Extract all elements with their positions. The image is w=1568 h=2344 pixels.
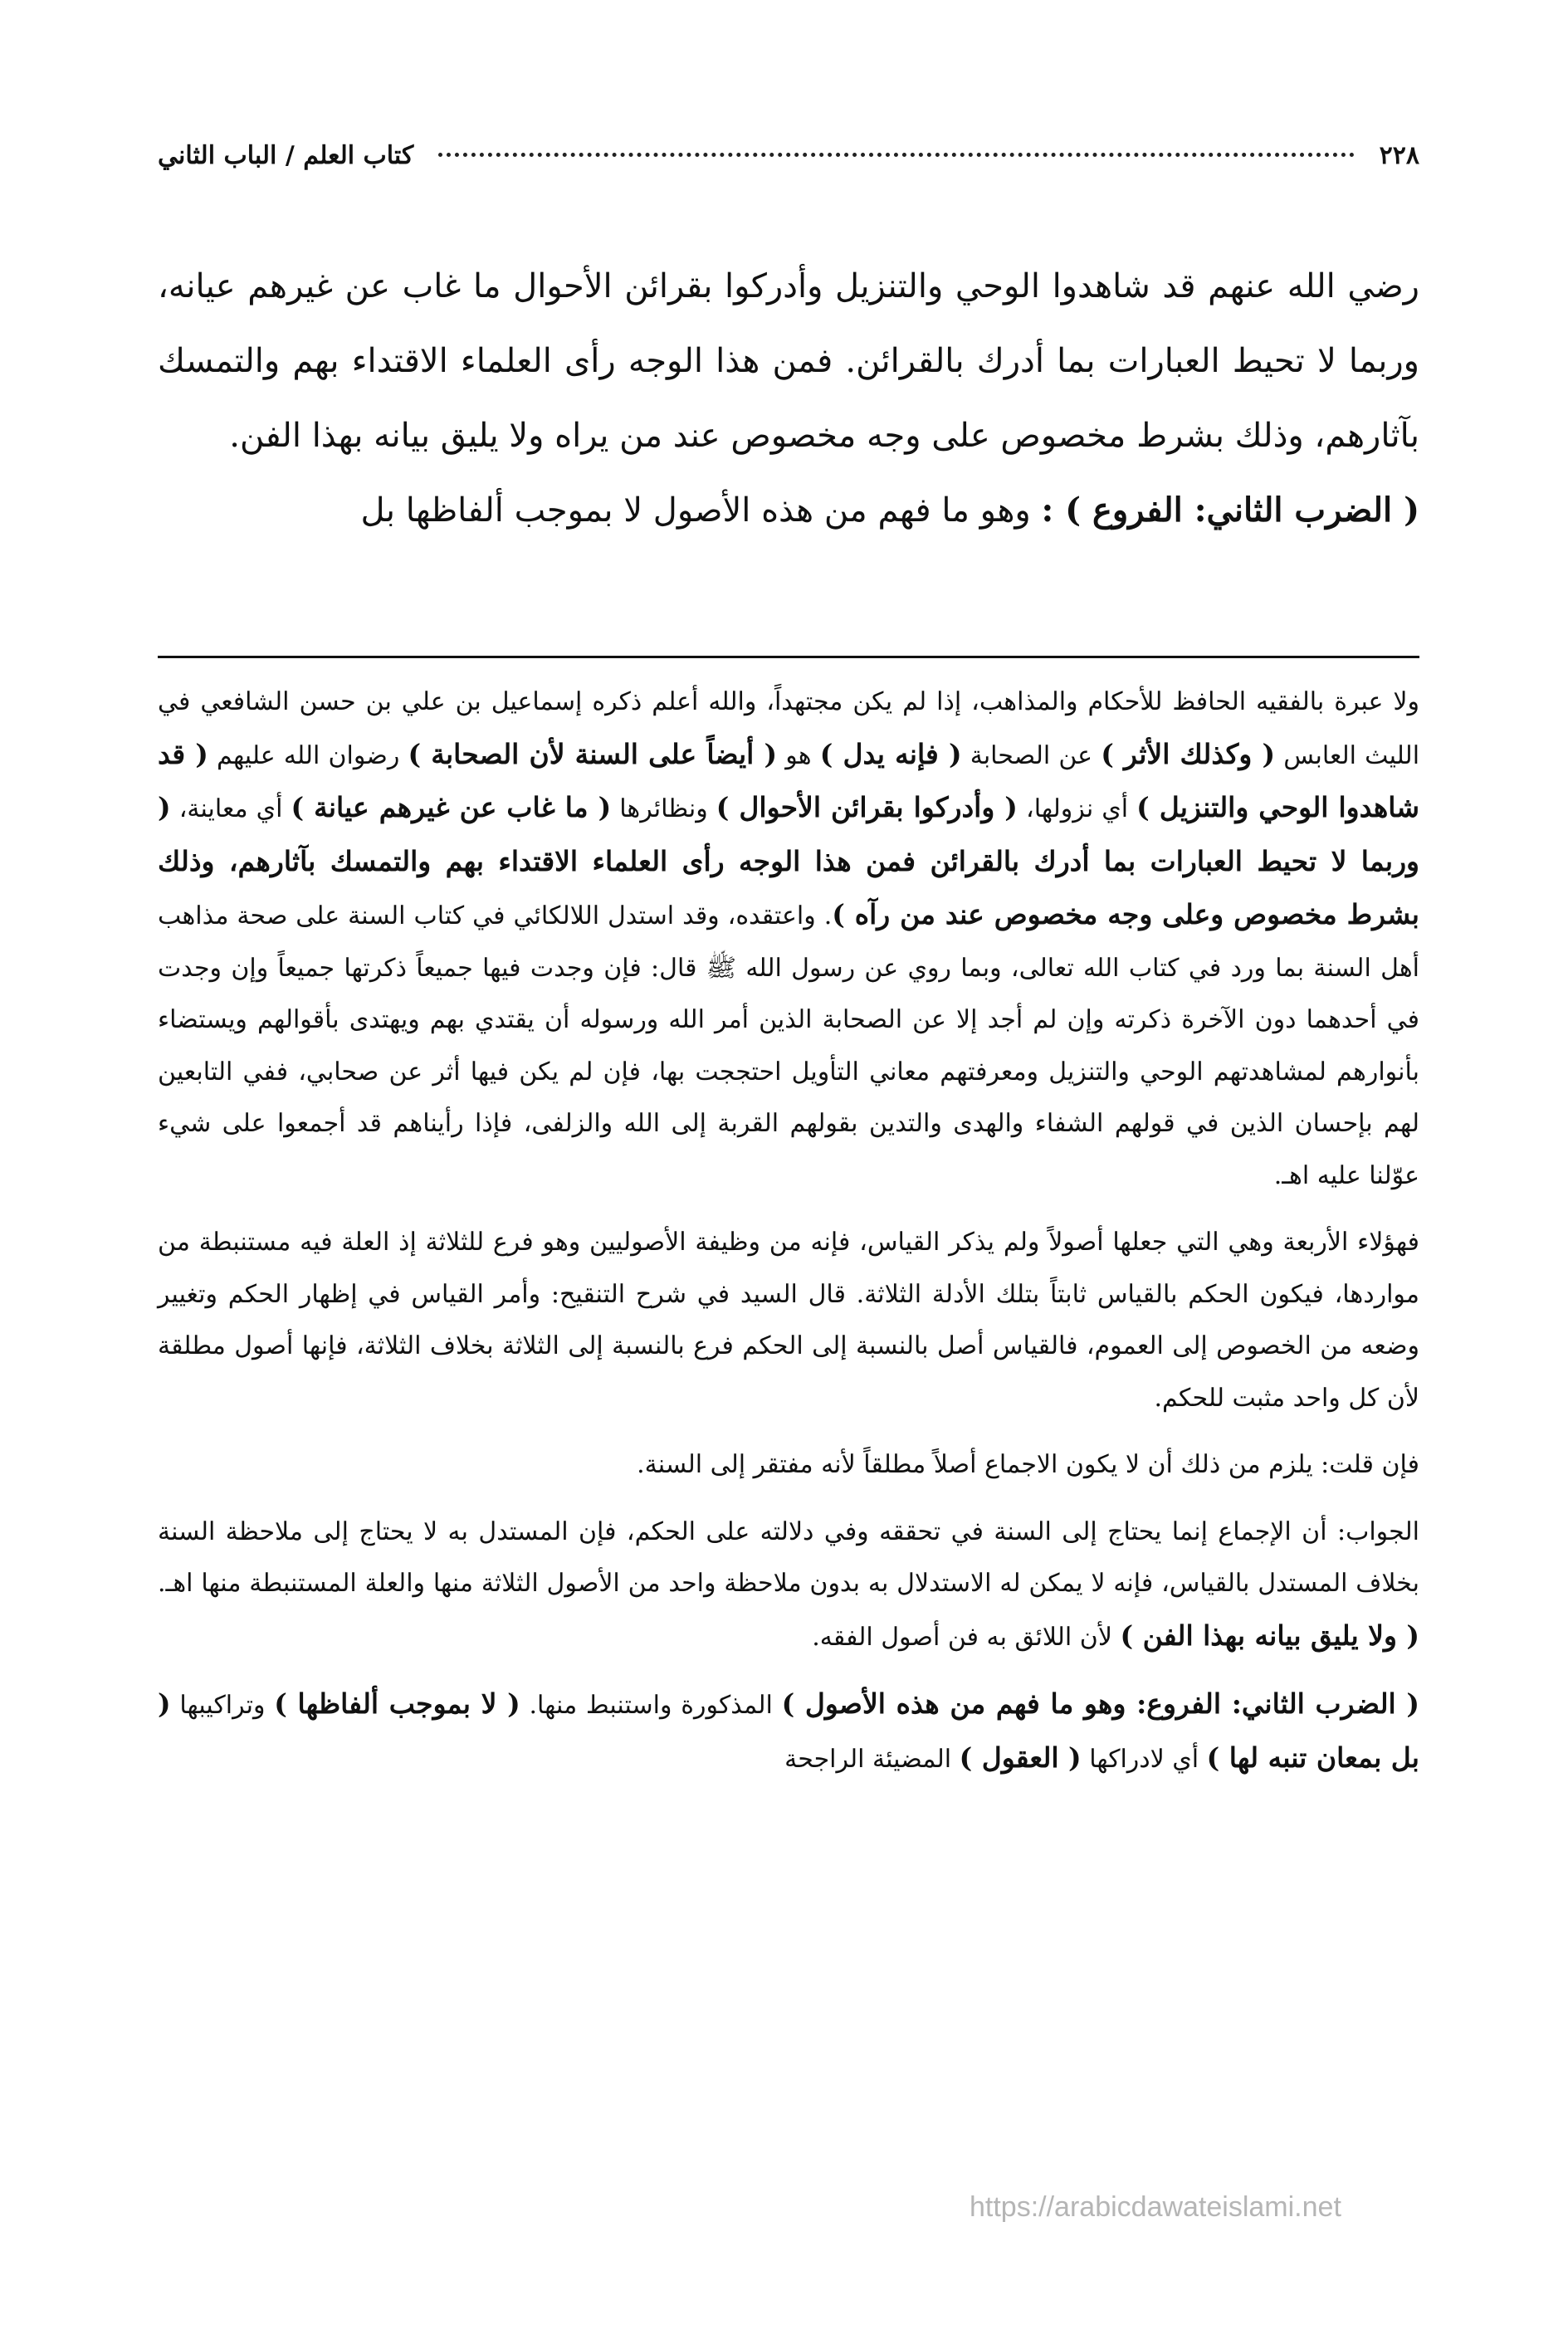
- commentary-paragraph: [158, 676, 1419, 1202]
- commentary-text: . واعتقده، وقد استدل اللالكائي في كتاب السنة على صحة مذاهب أهل السنة بما ورد في كتاب الله تعالى، وبما روي عن رسول الله ﷺ قال: فإن وجدت فيها جميعاً ذكرتها جميعاً وإن وجدت في أحدهما دون الآخرة ذكرته وإن لم أجد إلا عن الصحابة الذين أمر الله ورسوله أن يقتدي بهم ويهتدى بأقوالهم ويستضاء بأنوارهم لمشاهدتهم الوحي والتنزيل ومعرفتهم معاني التأويل احتججت بها، فإن لم يكن فيها أثر عن صحابي، ففي التابعين لهم بإحسان الذين في قولهم الشفاء والهدى والتدين بقولهم القربة إلى الله والزلفى، فإذا رأيناهم قد أجمعوا على شيء عوّلنا عليه اهـ.: [158, 901, 1419, 1190]
- commentary-text: أي لادراكها: [1081, 1744, 1207, 1774]
- quoted-phrase: ( لا بموجب ألفاظها ): [274, 1687, 520, 1720]
- commentary-text: ونظائرها: [611, 794, 716, 823]
- quoted-phrase: ( وأدركوا بقرائن الأحوال ): [716, 791, 1018, 823]
- commentary-paragraph: [158, 1217, 1419, 1424]
- main-paragraph: [158, 249, 1419, 473]
- commentary-text: فهؤلاء الأربعة وهي التي جعلها أصولاً ولم يذكر القياس، فإنه من وظيفة الأصوليين وهو فرع للثلاثة إذ العلة فيه مستنبطة من مواردها، فيكون الحكم بالقياس ثابتاً بتلك الأدلة الثلاثة. قال السيد في شرح التنقيح: وأمر القياس في إظهار الحكم وتغيير وضعه من الخصوص إلى العموم، فالقياس أصل بالنسبة إلى الحكم فرع بالنسبة إلى الثلاثة بخلاف الثلاثة، فإنها أصول مطلقة لأن كل واحد مثبت للحكم.: [158, 1228, 1419, 1413]
- commentary-text: رضوان الله عليهم: [208, 740, 408, 770]
- quoted-phrase: ( وربما لا تحيط العبارات بما أدرك بالقرائن فمن هذا الوجه رأى العلماء الاقتداء بهم والتمسك بآثارهم، وذلك بشرط مخصوص وعلى وجه مخصوص عند من رآه ): [158, 791, 1419, 930]
- book-page: [158, 125, 1419, 2283]
- main-paragraph-text: رضي الله عنهم قد شاهدوا الوحي والتنزيل وأدركوا بقرائن الأحوال ما غاب عن غيرهم عيانه، وربما لا تحيط العبارات بما أدرك بالقرائن. فمن هذا الوجه رأى العلماء الاقتداء بهم والتمسك بآثارهم، وذلك بشرط مخصوص على وجه مخصوص عند من يراه ولا يليق بيانه بهذا الفن.: [158, 267, 1419, 455]
- page-header: [158, 141, 1419, 191]
- quoted-phrase: ( ما غاب عن غيرهم عيانة ): [291, 791, 612, 823]
- commentary-text: هو: [777, 740, 820, 770]
- watermark-url: https://arabicdawateislami.net: [970, 2191, 1341, 2223]
- commentary-text: أي نزولها،: [1017, 794, 1137, 823]
- main-paragraph-text: وهو ما فهم من هذه الأصول لا بموجب ألفاظها بل: [360, 491, 1042, 530]
- commentary-text: الجواب: أن الإجماع إنما يحتاج إلى السنة في تحققه وفي دلالته على الحكم، فإن المستدل به لا يحتاج إلى ملاحظة السنة بخلاف المستدل بالقياس، فإنه لا يمكن له الاستدلال به بدون ملاحظة واحد من الأصول الثلاثة منها والعلة المستنبطة منها اهـ.: [158, 1516, 1419, 1598]
- main-text: [158, 249, 1419, 548]
- commentary-text: لأن اللائق به فن أصول الفقه.: [812, 1622, 1121, 1652]
- commentary: [158, 676, 1419, 1800]
- commentary-paragraph: [158, 1439, 1419, 1492]
- commentary-text: عن الصحابة: [961, 740, 1102, 770]
- commentary-text: وتراكيبها: [170, 1691, 275, 1720]
- quoted-phrase: ( ولا يليق بيانه بهذا الفن ): [1120, 1619, 1419, 1652]
- running-title: كتاب العلم / الباب الثاني: [158, 141, 414, 170]
- quoted-phrase: ( أيضاً على السنة لأن الصحابة ): [408, 737, 778, 770]
- commentary-text: المضيئة الراجحة: [784, 1744, 960, 1774]
- quoted-phrase: ( قد شاهدوا الوحي والتنزيل ): [158, 737, 1420, 823]
- commentary-text: المذكورة واستنبط منها.: [520, 1691, 782, 1720]
- section-heading: ( الضرب الثاني: الفروع ) :: [1041, 491, 1419, 530]
- quoted-phrase: ( وكذلك الأثر ): [1101, 737, 1276, 770]
- quoted-phrase: ( بل بمعان تنبه لها ): [158, 1687, 1419, 1774]
- quoted-phrase: ( العقول ): [959, 1741, 1082, 1774]
- footnote-divider: [158, 656, 1419, 658]
- commentary-text: أي معاينة،: [170, 794, 291, 823]
- header-dotted-leader: [438, 153, 1354, 157]
- page-number: ٢٢٨: [1379, 141, 1419, 170]
- commentary-paragraph: [158, 1678, 1419, 1785]
- quoted-phrase: ( الضرب الثاني: الفروع: وهو ما فهم من هذه الأصول ): [781, 1687, 1420, 1720]
- quoted-phrase: ( فإنه يدل ): [819, 737, 962, 770]
- main-paragraph: [158, 473, 1419, 548]
- commentary-text: ولا عبرة بالفقيه الحافظ للأحكام والمذاهب، إذا لم يكن مجتهداً، والله أعلم ذكره إسماعيل بن علي بن حسن الشافعي في الليث العابس: [158, 687, 1420, 770]
- commentary-paragraph: [158, 1507, 1419, 1664]
- commentary-text: فإن قلت: يلزم من ذلك أن لا يكون الاجماع أصلاً مطلقاً لأنه مفتقر إلى السنة.: [637, 1450, 1419, 1479]
